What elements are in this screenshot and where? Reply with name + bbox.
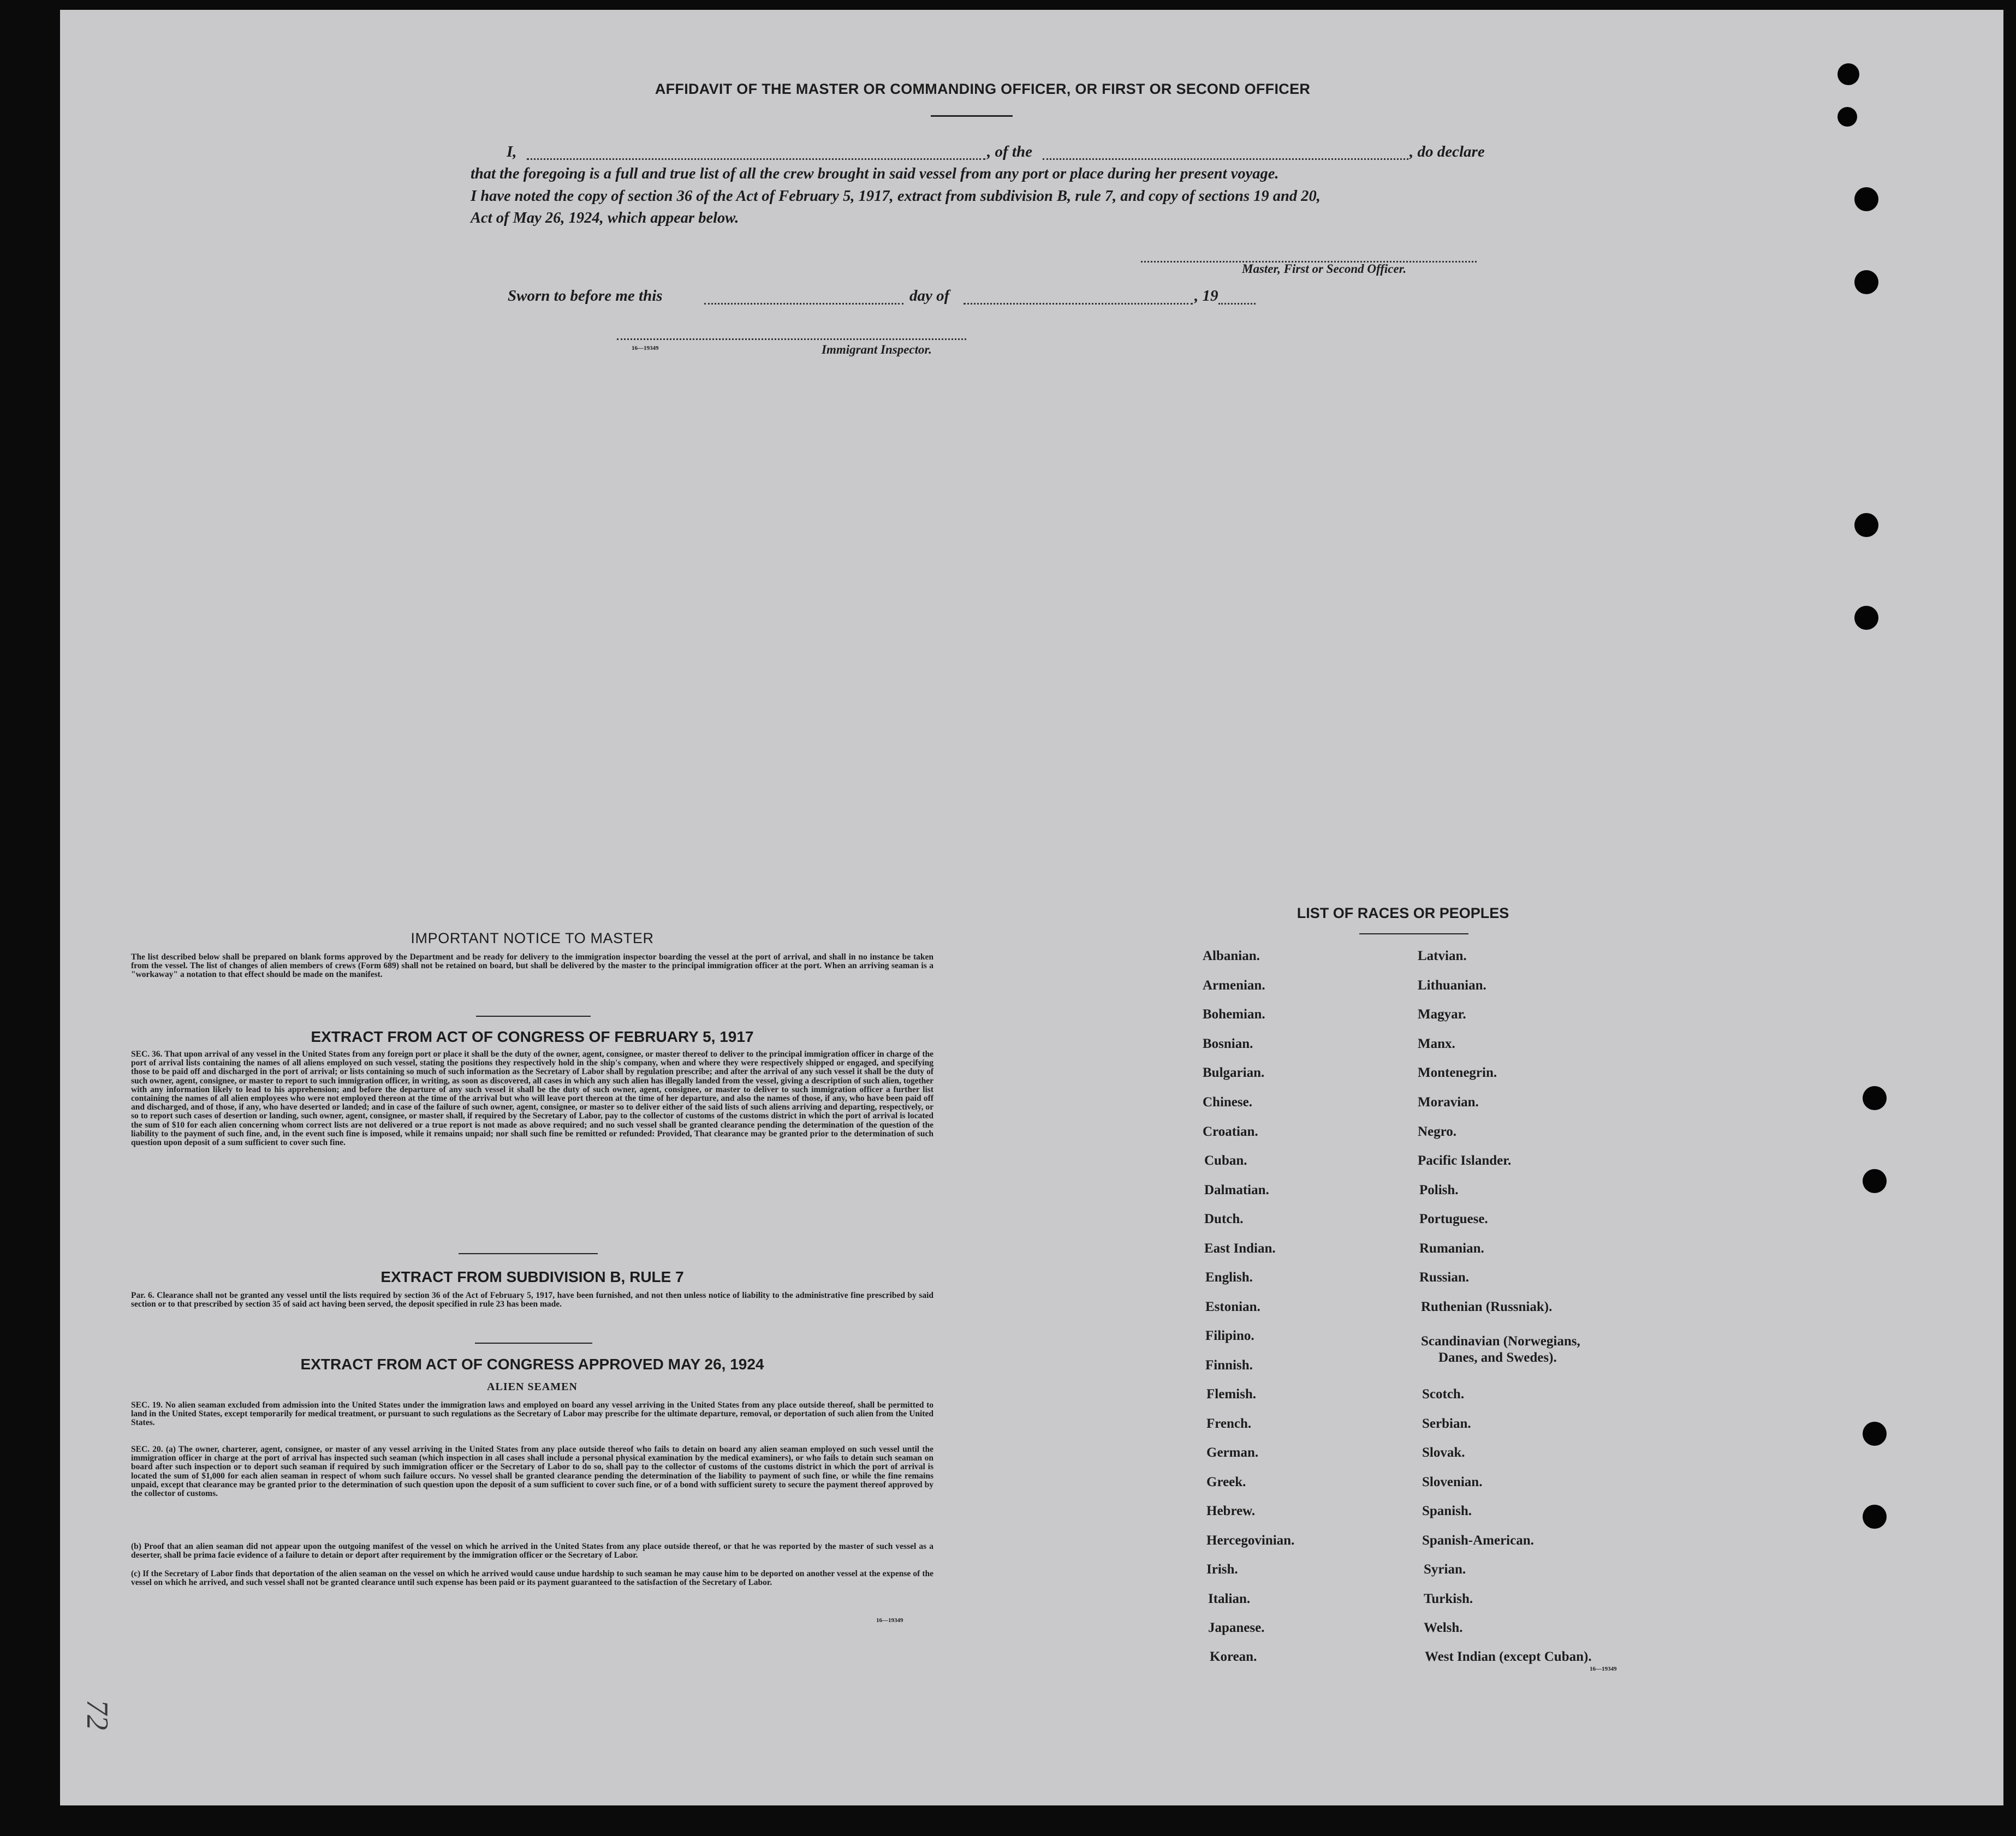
extract-1924-sec20c: (c) If the Secretary of Labor finds that deportation of the alien seaman on the vessel on which he arrived would cause undue hardship to such seaman he may cause him to be deported on another vessel at the expense of the vessel on which he arrived, and such vessel shall not be granted clearance until such expense has been paid or its payment guaranteed to the satisfaction of the Secretary of Labor. bbox=[131, 1569, 933, 1588]
declaration-line-1: that the foregoing is a full and true list of all the crew brought in said vessel from any port or place during her present voyage. bbox=[471, 165, 1279, 182]
race-item: Irish. bbox=[1206, 1562, 1238, 1577]
binder-hole bbox=[1863, 1505, 1887, 1529]
notice-body: The list described below shall be prepared on blank forms approved by the Department and be ready for delivery to the immigration inspector boarding the vessel at the port of arrival, and shall in no instance be taken from the vessel. The list of changes of alien members of crews (Form 689) shall not be retained on board, but shall be delivered by the master to the principal immigration officer at the port. When an arriving seaman is a "workaway" a notation to that effect should be made on the manifest. bbox=[131, 952, 933, 980]
affidavit-title: AFFIDAVIT OF THE MASTER OR COMMANDING OFFICER, OR FIRST OR SECOND OFFICER bbox=[655, 81, 1311, 97]
sworn-day-field-line[interactable] bbox=[704, 303, 903, 305]
binder-hole bbox=[1854, 270, 1878, 294]
extract-1924-title: EXTRACT FROM ACT OF CONGRESS APPROVED MAY 26, 1924 bbox=[300, 1356, 764, 1373]
race-item: Syrian. bbox=[1424, 1562, 1466, 1577]
race-item: Portuguese. bbox=[1419, 1212, 1488, 1226]
race-item: Slovak. bbox=[1422, 1445, 1465, 1460]
race-item: Cuban. bbox=[1204, 1153, 1247, 1168]
declaration-line-3: Act of May 26, 1924, which appear below. bbox=[471, 210, 739, 226]
race-item: Ruthenian (Russniak). bbox=[1421, 1299, 1553, 1314]
binder-hole bbox=[1854, 606, 1878, 630]
binder-hole bbox=[1837, 107, 1857, 127]
extract-1917-title: EXTRACT FROM ACT OF CONGRESS OF FEBRUARY 5, 1917 bbox=[311, 1028, 754, 1045]
year-label: , 19 bbox=[1194, 287, 1218, 305]
subdivision-body: Par. 6. Clearance shall not be granted any vessel until the lists required by section 36 of the Act of February 5, 1917, have been furnished, and not then unless notice of liability to the administrative fine prescribed by said section or to that prescribed by section 35 of said act having been served, the deposit specified in rule 23 has been made. bbox=[131, 1291, 933, 1309]
race-item: Armenian. bbox=[1203, 978, 1265, 993]
inspector-label: Immigrant Inspector. bbox=[822, 343, 932, 356]
race-item: Hercegovinian. bbox=[1206, 1533, 1295, 1548]
race-item: English. bbox=[1205, 1270, 1253, 1285]
affidavit-declare-label: , do declare bbox=[1410, 143, 1485, 160]
race-item: Spanish. bbox=[1422, 1504, 1472, 1518]
document-page bbox=[60, 10, 2003, 1805]
form-number: 16—19349 bbox=[632, 345, 659, 351]
handwritten-margin-mark: 72 bbox=[80, 1700, 114, 1730]
title-divider bbox=[931, 115, 1013, 117]
extract-1924-sec20a: SEC. 20. (a) The owner, charterer, agent, consignee, or master of any vessel arriving in the United States from any place outside thereof who fails to detain on board any alien seaman employed on such vessel until the immigration officer in charge at the port of arrival has inspected such seaman (which inspection in all cases shall include a personal physical examination by the medical examiners), or who fails to detain such seaman on board after such inspection or to deport such seaman if required by such immigration officer or the Secretary of Labor to do so, shall pay to the collector of customs of the customs district in which the port of arrival is located the sum of $1,000 for each alien seaman in respect of whom such failure occurs. No vessel shall be granted clearance pending the determination of the liability to payment of such fine, or while the fine remains unpaid, except that clearance may be granted prior to the determination of such question upon the deposit of a sum sufficient to cover such fine, or of a bond with sufficient surety to secure the payment thereof approved by the collector of customs. bbox=[131, 1445, 933, 1499]
extract-1917-body: SEC. 36. That upon arrival of any vessel in the United States from any foreign port or place it shall be the duty of the owner, agent, consignee, or master thereof to deliver to the principal immigration officer in charge of the port of arrival lists containing the names of all aliens employed on such vessel, stating the positions they respectively hold in the ship's company, when and where they were respectively shipped or engaged, and specifying those to be paid off and discharged in the port of arrival; or lists containing so much of such information as the Secretary of Labor shall by regulation prescribe; and after the arrival of any such vessel it shall be the duty of such owner, agent, consignee, or master to report to such immigration officer, in writing, as soon as discovered, all cases in which any such alien has illegally landed from the vessel, giving a description of such alien, together with any information likely to lead to his apprehension; and before the departure of any such vessel it shall be the duty of such owner, agent, consignee, or master to deliver to such immigration officer a further list containing the names of all alien employees who were not employed thereon at the time of the arrival but who will leave port thereon at the time of her departure, and also the names of those, if any, who have been paid off and discharged, and of those, if any, who have deserted or landed; and in case of the failure of such owner, agent, consignee, or master so to deliver either of the said lists of such aliens arriving and departing, respectively, or so to report such cases of desertion or landing, such owner, agent, consignee, or master shall, if required by the Secretary of Labor, pay to the collector of customs of the customs district in which the port of arrival is located the sum of $10 for each alien concerning whom correct lists are not delivered or a true report is not made as above required; and no such vessel shall be granted clearance pending the determination of the question of the liability to the payment of such fine, and, in the event such fine is imposed, while it remains unpaid; nor shall such fine be remitted or refunded: Provided, That clearance may be granted prior to the determination of such question upon deposit of a sum sufficient to cover such fine. bbox=[131, 1050, 933, 1148]
binder-hole bbox=[1863, 1169, 1887, 1193]
race-item: Negro. bbox=[1418, 1124, 1457, 1139]
extract-1924-sec19: SEC. 19. No alien seaman excluded from admission into the United States under the immigration laws and employed on board any vessel arriving in the United States from any place outside thereof, shall be permitted to land in the United States, except temporarily for medical treatment, or pursuant to such regulations as the Secretary of Labor may prescribe for the ultimate departure, removal, or deportation of such alien from the United States. bbox=[131, 1400, 933, 1428]
race-item: Rumanian. bbox=[1419, 1241, 1484, 1256]
race-item: Montenegrin. bbox=[1418, 1065, 1497, 1080]
race-item: Bohemian. bbox=[1203, 1007, 1265, 1022]
extract-1924-subtitle: ALIEN SEAMEN bbox=[487, 1381, 578, 1393]
section-divider bbox=[476, 1016, 591, 1017]
sworn-year-field-line[interactable] bbox=[1218, 303, 1256, 305]
race-item: Italian. bbox=[1208, 1591, 1251, 1606]
race-item: Moravian. bbox=[1418, 1095, 1479, 1110]
name-field-line[interactable] bbox=[527, 158, 985, 160]
race-item: Scotch. bbox=[1422, 1387, 1465, 1402]
race-item: Pacific Islander. bbox=[1418, 1153, 1512, 1168]
form-number: 16—19349 bbox=[876, 1617, 903, 1624]
race-item: Chinese. bbox=[1203, 1095, 1252, 1110]
race-item: Bosnian. bbox=[1203, 1036, 1253, 1051]
binder-hole bbox=[1863, 1422, 1887, 1446]
race-item: Albanian. bbox=[1203, 949, 1260, 963]
race-item: Dalmatian. bbox=[1204, 1183, 1269, 1197]
extract-1924-sec20b: (b) Proof that an alien seaman did not appear upon the outgoing manifest of the vessel on which he arrived in the United States from any place outside thereof, or that he was reported by the master of such vessel as a deserter, shall be prima facie evidence of a failure to detain or deport after requirement by the immigration officer or the Secretary of Labor. bbox=[131, 1542, 933, 1560]
sworn-month-field-line[interactable] bbox=[964, 303, 1193, 305]
race-item: Welsh. bbox=[1424, 1620, 1463, 1635]
race-item: Spanish-American. bbox=[1422, 1533, 1534, 1548]
officer-signature-label: Master, First or Second Officer. bbox=[1242, 262, 1407, 276]
race-item: Dutch. bbox=[1204, 1212, 1244, 1226]
affidavit-i-label: I, bbox=[507, 143, 517, 160]
form-number: 16—19349 bbox=[1590, 1666, 1617, 1672]
race-item: Scandinavian (Norwegians, bbox=[1421, 1334, 1580, 1349]
binder-hole bbox=[1863, 1086, 1887, 1110]
race-item: Hebrew. bbox=[1206, 1504, 1256, 1518]
race-item: Latvian. bbox=[1418, 949, 1467, 963]
sworn-label: Sworn to before me this bbox=[508, 287, 663, 305]
day-of-label: day of bbox=[909, 287, 950, 305]
races-title: LIST OF RACES OR PEOPLES bbox=[1297, 905, 1509, 921]
race-item: Japanese. bbox=[1208, 1620, 1265, 1635]
race-item: Danes, and Swedes). bbox=[1438, 1350, 1557, 1365]
binder-hole bbox=[1854, 187, 1878, 211]
race-item: Finnish. bbox=[1205, 1358, 1253, 1373]
race-item: Greek. bbox=[1206, 1475, 1246, 1489]
affidavit-of-the-label: , of the bbox=[987, 143, 1032, 160]
races-divider bbox=[1359, 933, 1468, 934]
subdivision-title: EXTRACT FROM SUBDIVISION B, RULE 7 bbox=[380, 1268, 684, 1285]
race-item: German. bbox=[1206, 1445, 1259, 1460]
race-item: Slovenian. bbox=[1422, 1475, 1483, 1489]
notice-title: IMPORTANT NOTICE TO MASTER bbox=[411, 930, 654, 946]
binder-hole bbox=[1854, 513, 1878, 537]
race-item: Serbian. bbox=[1422, 1416, 1471, 1431]
race-item: Turkish. bbox=[1424, 1591, 1473, 1606]
vessel-field-line[interactable] bbox=[1043, 158, 1408, 160]
race-item: Croatian. bbox=[1203, 1124, 1258, 1139]
race-item: Polish. bbox=[1419, 1183, 1459, 1197]
section-divider bbox=[475, 1343, 592, 1344]
race-item: Magyar. bbox=[1418, 1007, 1466, 1022]
race-item: Lithuanian. bbox=[1418, 978, 1486, 993]
race-item: Flemish. bbox=[1206, 1387, 1256, 1402]
race-item: French. bbox=[1206, 1416, 1252, 1431]
section-divider bbox=[459, 1253, 598, 1254]
race-item: Korean. bbox=[1210, 1649, 1257, 1664]
race-item: West Indian (except Cuban). bbox=[1425, 1649, 1592, 1664]
declaration-line-2: I have noted the copy of section 36 of the Act of February 5, 1917, extract from subdivision B, rule 7, and copy of sections 19 and 20, bbox=[471, 188, 1321, 205]
race-item: Russian. bbox=[1419, 1270, 1470, 1285]
race-item: Bulgarian. bbox=[1203, 1065, 1265, 1080]
race-item: East Indian. bbox=[1204, 1241, 1276, 1256]
race-item: Manx. bbox=[1418, 1036, 1455, 1051]
inspector-signature-line[interactable] bbox=[617, 338, 966, 340]
race-item: Filipino. bbox=[1205, 1328, 1254, 1343]
race-item: Estonian. bbox=[1205, 1299, 1260, 1314]
binder-hole bbox=[1837, 63, 1859, 85]
